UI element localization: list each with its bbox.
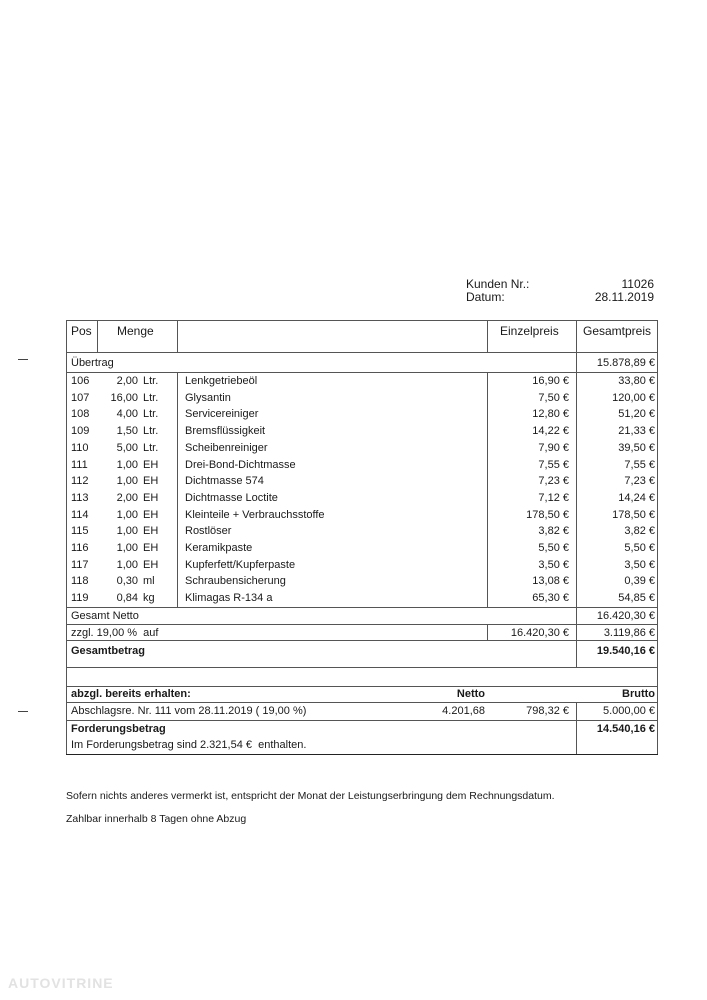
row-unit-price: 7,12 € bbox=[538, 491, 569, 504]
row-unit: EH bbox=[143, 525, 159, 538]
row-total: 178,50 € bbox=[612, 508, 655, 521]
row-unit-price: 65,30 € bbox=[532, 592, 569, 605]
row-total: 54,85 € bbox=[618, 592, 655, 605]
col-divider-unit-price bbox=[487, 320, 488, 352]
row-total: 7,23 € bbox=[624, 475, 655, 488]
row-qty: 1,50 bbox=[116, 425, 138, 438]
row-qty: 0,30 bbox=[116, 575, 138, 588]
row-pos: 118 bbox=[71, 575, 89, 588]
row-qty: 0,84 bbox=[116, 592, 138, 605]
row-total: 5,50 € bbox=[624, 542, 655, 554]
row-unit-price: 7,50 € bbox=[538, 391, 569, 404]
row-description: Klimagas R-134 a bbox=[185, 592, 273, 605]
row-qty: 1,00 bbox=[116, 508, 138, 521]
customer-number-label: Kunden Nr.: bbox=[466, 277, 530, 291]
header-pos: Pos bbox=[71, 324, 92, 338]
row-qty: 1,00 bbox=[116, 558, 138, 571]
row-total: 33,80 € bbox=[618, 375, 655, 387]
row-total: 120,00 € bbox=[612, 391, 655, 404]
row-unit: EH bbox=[143, 542, 159, 554]
row-unit: Ltr. bbox=[143, 425, 159, 438]
row-unit-price: 13,08 € bbox=[532, 575, 569, 588]
row-description: Bremsflüssigkeit bbox=[185, 425, 266, 438]
row-unit: Ltr. bbox=[143, 375, 159, 387]
row-total: 0,39 € bbox=[624, 575, 655, 588]
row-unit: kg bbox=[143, 592, 155, 605]
row-description: Dichtmasse 574 bbox=[185, 475, 264, 488]
col-divider-price bbox=[487, 372, 488, 607]
row-total: 39,50 € bbox=[618, 441, 655, 454]
claim-label: Forderungsbetrag bbox=[71, 723, 166, 735]
row-unit-price: 14,22 € bbox=[532, 425, 569, 438]
col-divider-sum bbox=[576, 352, 577, 667]
row-description: Servicereiniger bbox=[185, 408, 259, 421]
vat-value: 3.119,86 € bbox=[603, 627, 655, 639]
row-unit: EH bbox=[143, 491, 159, 504]
row-pos: 107 bbox=[71, 391, 90, 404]
row-unit: Ltr. bbox=[143, 441, 159, 454]
row-unit-price: 178,50 € bbox=[526, 508, 569, 521]
row-unit-price: 5,50 € bbox=[538, 542, 569, 554]
footer-note-billing-month: Sofern nichts anderes vermerkt ist, entspricht der Monat der Leistungserbringung dem Rechnungsdatum. bbox=[66, 790, 555, 802]
deduction-line-vat: 798,32 € bbox=[526, 705, 569, 717]
row-unit: EH bbox=[143, 558, 159, 571]
row-qty: 1,00 bbox=[116, 525, 138, 538]
row-qty: 2,00 bbox=[116, 375, 138, 387]
row-description: Keramikpaste bbox=[185, 542, 253, 554]
vat-base: 16.420,30 € bbox=[510, 627, 569, 639]
table-border-bottom bbox=[66, 754, 658, 755]
row-total: 51,20 € bbox=[618, 408, 655, 421]
row-pos: 110 bbox=[71, 441, 89, 454]
table-header-bottom bbox=[66, 352, 658, 353]
row-qty: 1,00 bbox=[116, 458, 138, 471]
row-pos: 109 bbox=[71, 425, 90, 438]
row-pos: 113 bbox=[71, 491, 89, 504]
header-qty: Menge bbox=[117, 324, 154, 338]
date-label: Datum: bbox=[466, 290, 505, 304]
items-bottom bbox=[66, 607, 658, 608]
col-divider-total bbox=[576, 320, 577, 352]
row-description: Dichtmasse Loctite bbox=[185, 491, 278, 504]
table-border-right bbox=[657, 320, 658, 754]
deduction-line-netto: 4.201,68 bbox=[442, 705, 485, 717]
deduction-brutto-header: Brutto bbox=[622, 688, 655, 700]
row-description: Glysantin bbox=[185, 391, 231, 404]
row-pos: 114 bbox=[71, 508, 89, 521]
row-qty: 4,00 bbox=[116, 408, 138, 421]
row-pos: 108 bbox=[71, 408, 90, 421]
footer-note-payment-terms: Zahlbar innerhalb 8 Tagen ohne Abzug bbox=[66, 813, 247, 825]
table-border-left bbox=[66, 320, 67, 754]
header-unit-price: Einzelpreis bbox=[500, 324, 559, 338]
row-qty: 1,00 bbox=[116, 542, 138, 554]
row-unit-price: 3,82 € bbox=[538, 525, 569, 538]
row-total: 3,82 € bbox=[624, 525, 655, 538]
header-total: Gesamtpreis bbox=[583, 324, 652, 338]
row-description: Scheibenreiniger bbox=[185, 441, 268, 454]
fold-mark-top bbox=[18, 359, 28, 360]
customer-number-value: 11026 bbox=[621, 277, 654, 291]
table-border-top bbox=[66, 320, 658, 321]
row-pos: 111 bbox=[71, 458, 88, 471]
net-total-value: 16.420,30 € bbox=[596, 610, 655, 622]
col-divider-qty bbox=[177, 320, 178, 352]
row-qty: 2,00 bbox=[116, 491, 138, 504]
row-unit: EH bbox=[143, 458, 159, 471]
row-pos: 106 bbox=[71, 375, 90, 387]
fold-mark-bottom bbox=[18, 711, 28, 712]
row-unit-price: 3,50 € bbox=[538, 558, 569, 571]
row-qty: 16,00 bbox=[110, 391, 138, 404]
row-unit-price: 7,90 € bbox=[538, 441, 569, 454]
row-total: 3,50 € bbox=[624, 558, 655, 571]
deduction-title: abzgl. bereits erhalten: bbox=[71, 688, 191, 700]
row-unit: Ltr. bbox=[143, 391, 159, 404]
row-description: Kupferfett/Kupferpaste bbox=[185, 558, 296, 571]
col-divider-deduction bbox=[576, 702, 577, 754]
row-unit: EH bbox=[143, 508, 159, 521]
row-pos: 119 bbox=[71, 592, 89, 605]
col-divider-pos bbox=[97, 320, 98, 352]
row-unit-price: 7,23 € bbox=[538, 475, 569, 488]
row-description: Lenkgetriebeöl bbox=[185, 375, 258, 387]
row-unit: ml bbox=[143, 575, 155, 588]
row-unit-price: 12,80 € bbox=[532, 408, 569, 421]
row-total: 21,33 € bbox=[618, 425, 655, 438]
claim-value: 14.540,16 € bbox=[596, 723, 655, 735]
row-unit-price: 16,90 € bbox=[532, 375, 569, 387]
row-unit-price: 7,55 € bbox=[538, 458, 569, 471]
row-qty: 5,00 bbox=[116, 441, 138, 454]
gross-total-value: 19.540,16 € bbox=[596, 645, 655, 657]
col-divider-unit bbox=[177, 372, 178, 607]
col-divider-vat bbox=[487, 624, 488, 640]
row-pos: 112 bbox=[71, 475, 89, 488]
carry-value: 15.878,89 € bbox=[596, 357, 655, 369]
net-total-label: Gesamt Netto bbox=[71, 610, 139, 622]
carry-label: Übertrag bbox=[71, 357, 114, 369]
gross-total-label: Gesamtbetrag bbox=[71, 645, 145, 657]
vat-label: zzgl. 19,00 % auf bbox=[71, 627, 159, 639]
row-pos: 115 bbox=[71, 525, 89, 538]
gross-row-bottom bbox=[66, 667, 658, 668]
deduction-netto-header: Netto bbox=[456, 688, 485, 700]
deduction-line-label: Abschlagsre. Nr. 111 vom 28.11.2019 ( 19,00 %) bbox=[71, 705, 307, 717]
row-description: Rostlöser bbox=[185, 525, 232, 538]
date-value: 28.11.2019 bbox=[594, 290, 654, 304]
watermark-logo: AUTOVITRINE bbox=[8, 975, 114, 991]
row-unit: Ltr. bbox=[143, 408, 159, 421]
row-description: Schraubensicherung bbox=[185, 575, 286, 588]
claim-note: Im Forderungsbetrag sind 2.321,54 € enthalten. bbox=[71, 739, 307, 751]
row-total: 14,24 € bbox=[618, 491, 655, 504]
row-total: 7,55 € bbox=[624, 458, 655, 471]
row-pos: 117 bbox=[71, 558, 89, 571]
row-unit: EH bbox=[143, 475, 159, 488]
row-description: Drei-Bond-Dichtmasse bbox=[185, 458, 296, 471]
deduction-line-brutto: 5.000,00 € bbox=[603, 705, 655, 717]
row-description: Kleinteile + Verbrauchsstoffe bbox=[185, 508, 325, 521]
row-qty: 1,00 bbox=[116, 475, 138, 488]
row-pos: 116 bbox=[71, 542, 89, 554]
